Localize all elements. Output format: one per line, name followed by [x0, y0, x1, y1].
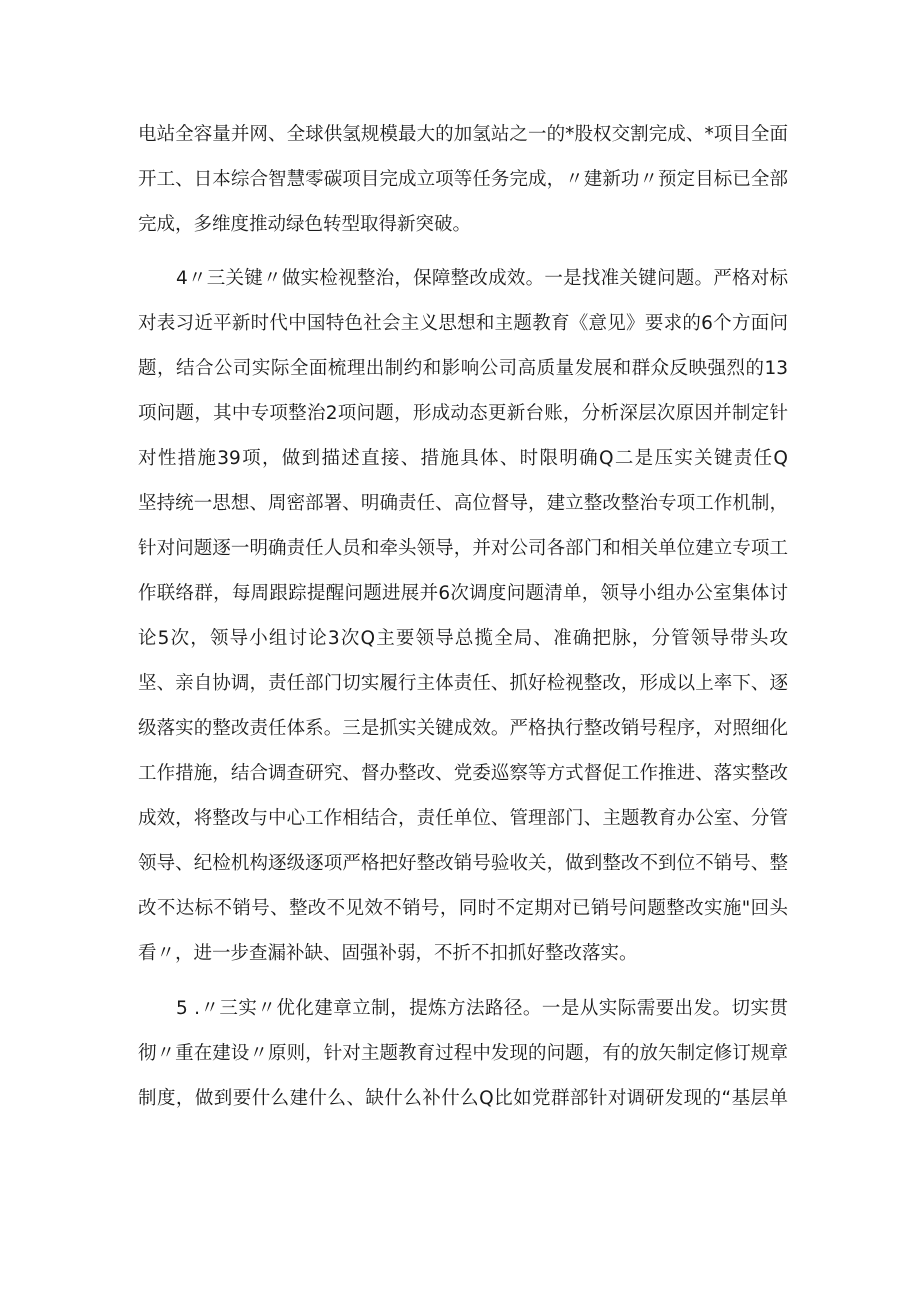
text-line: 5 .〃三实〃优化建章立制，提炼方法路径。一是从实际需要出发。切实贯	[176, 998, 788, 1019]
text-line: 改不达标不销号、整改不见效不销号，同时不定期对已销号问题整改实施"回头	[138, 898, 788, 919]
text-line: 看〃，进一步查漏补缺、固强补弱，不折不扣抓好整改落实。	[138, 943, 638, 964]
text-line: 题，结合公司实际全面梳理出制约和影响公司高质量发展和群众反映强烈的13	[138, 358, 788, 379]
text-line: 开工、日本综合智慧零碳项目完成立项等任务完成，〃建新功〃预定目标已全部	[138, 169, 788, 190]
text-line: 完成，多维度推动绿色转型取得新突破。	[138, 214, 472, 235]
text-line: 制度，做到要什么建什么、缺什么补什么Q比如党群部针对调研发现的“基层单	[138, 1088, 788, 1109]
text-line: 成效，将整改与中心工作相结合，责任单位、管理部门、主题教育办公室、分管	[138, 808, 788, 829]
text-line: 电站全容量并网、全球供氢规模最大的加氢站之一的*股权交割完成、*项目全面	[138, 124, 788, 145]
text-line: 项问题，其中专项整治2项问题，形成动态更新台账，分析深层次原因并制定针	[138, 403, 788, 424]
text-line: 作联络群，每周跟踪提醒问题进展并6次调度问题清单，领导小组办公室集体讨	[138, 583, 788, 604]
text-line: 坚持统一思想、周密部署、明确责任、高位督导，建立整改整治专项工作机制，	[138, 493, 788, 514]
text-line: 论5次，领导小组讨论3次Q主要领导总揽全局、准确把脉，分管领导带头攻	[138, 628, 788, 649]
text-line: 级落实的整改责任体系。三是抓实关键成效。严格执行整改销号程序，对照细化	[138, 718, 788, 739]
text-line: 工作措施，结合调查研究、督办整改、党委巡察等方式督促工作推进、落实整改	[138, 763, 788, 784]
text-line: 对性措施39项，做到描述直接、措施具体、时限明确Q二是压实关键责任Q	[138, 448, 788, 469]
text-line: 领导、纪检机构逐级逐项严格把好整改销号验收关，做到整改不到位不销号、整	[138, 853, 788, 874]
text-line: 针对问题逐一明确责任人员和牵头领导，并对公司各部门和相关单位建立专项工	[138, 538, 788, 559]
text-line: 对表习近平新时代中国特色社会主义思想和主题教育《意见》要求的6个方面问	[138, 313, 788, 334]
text-line: 4〃三关键〃做实检视整治，保障整改成效。一是找准关键问题。严格对标	[176, 268, 788, 289]
text-line: 坚、亲自协调，责任部门切实履行主体责任、抓好检视整改，形成以上率下、逐	[138, 673, 788, 694]
text-line: 彻〃重在建设〃原则，针对主题教育过程中发现的问题，有的放矢制定修订规章	[138, 1043, 788, 1064]
